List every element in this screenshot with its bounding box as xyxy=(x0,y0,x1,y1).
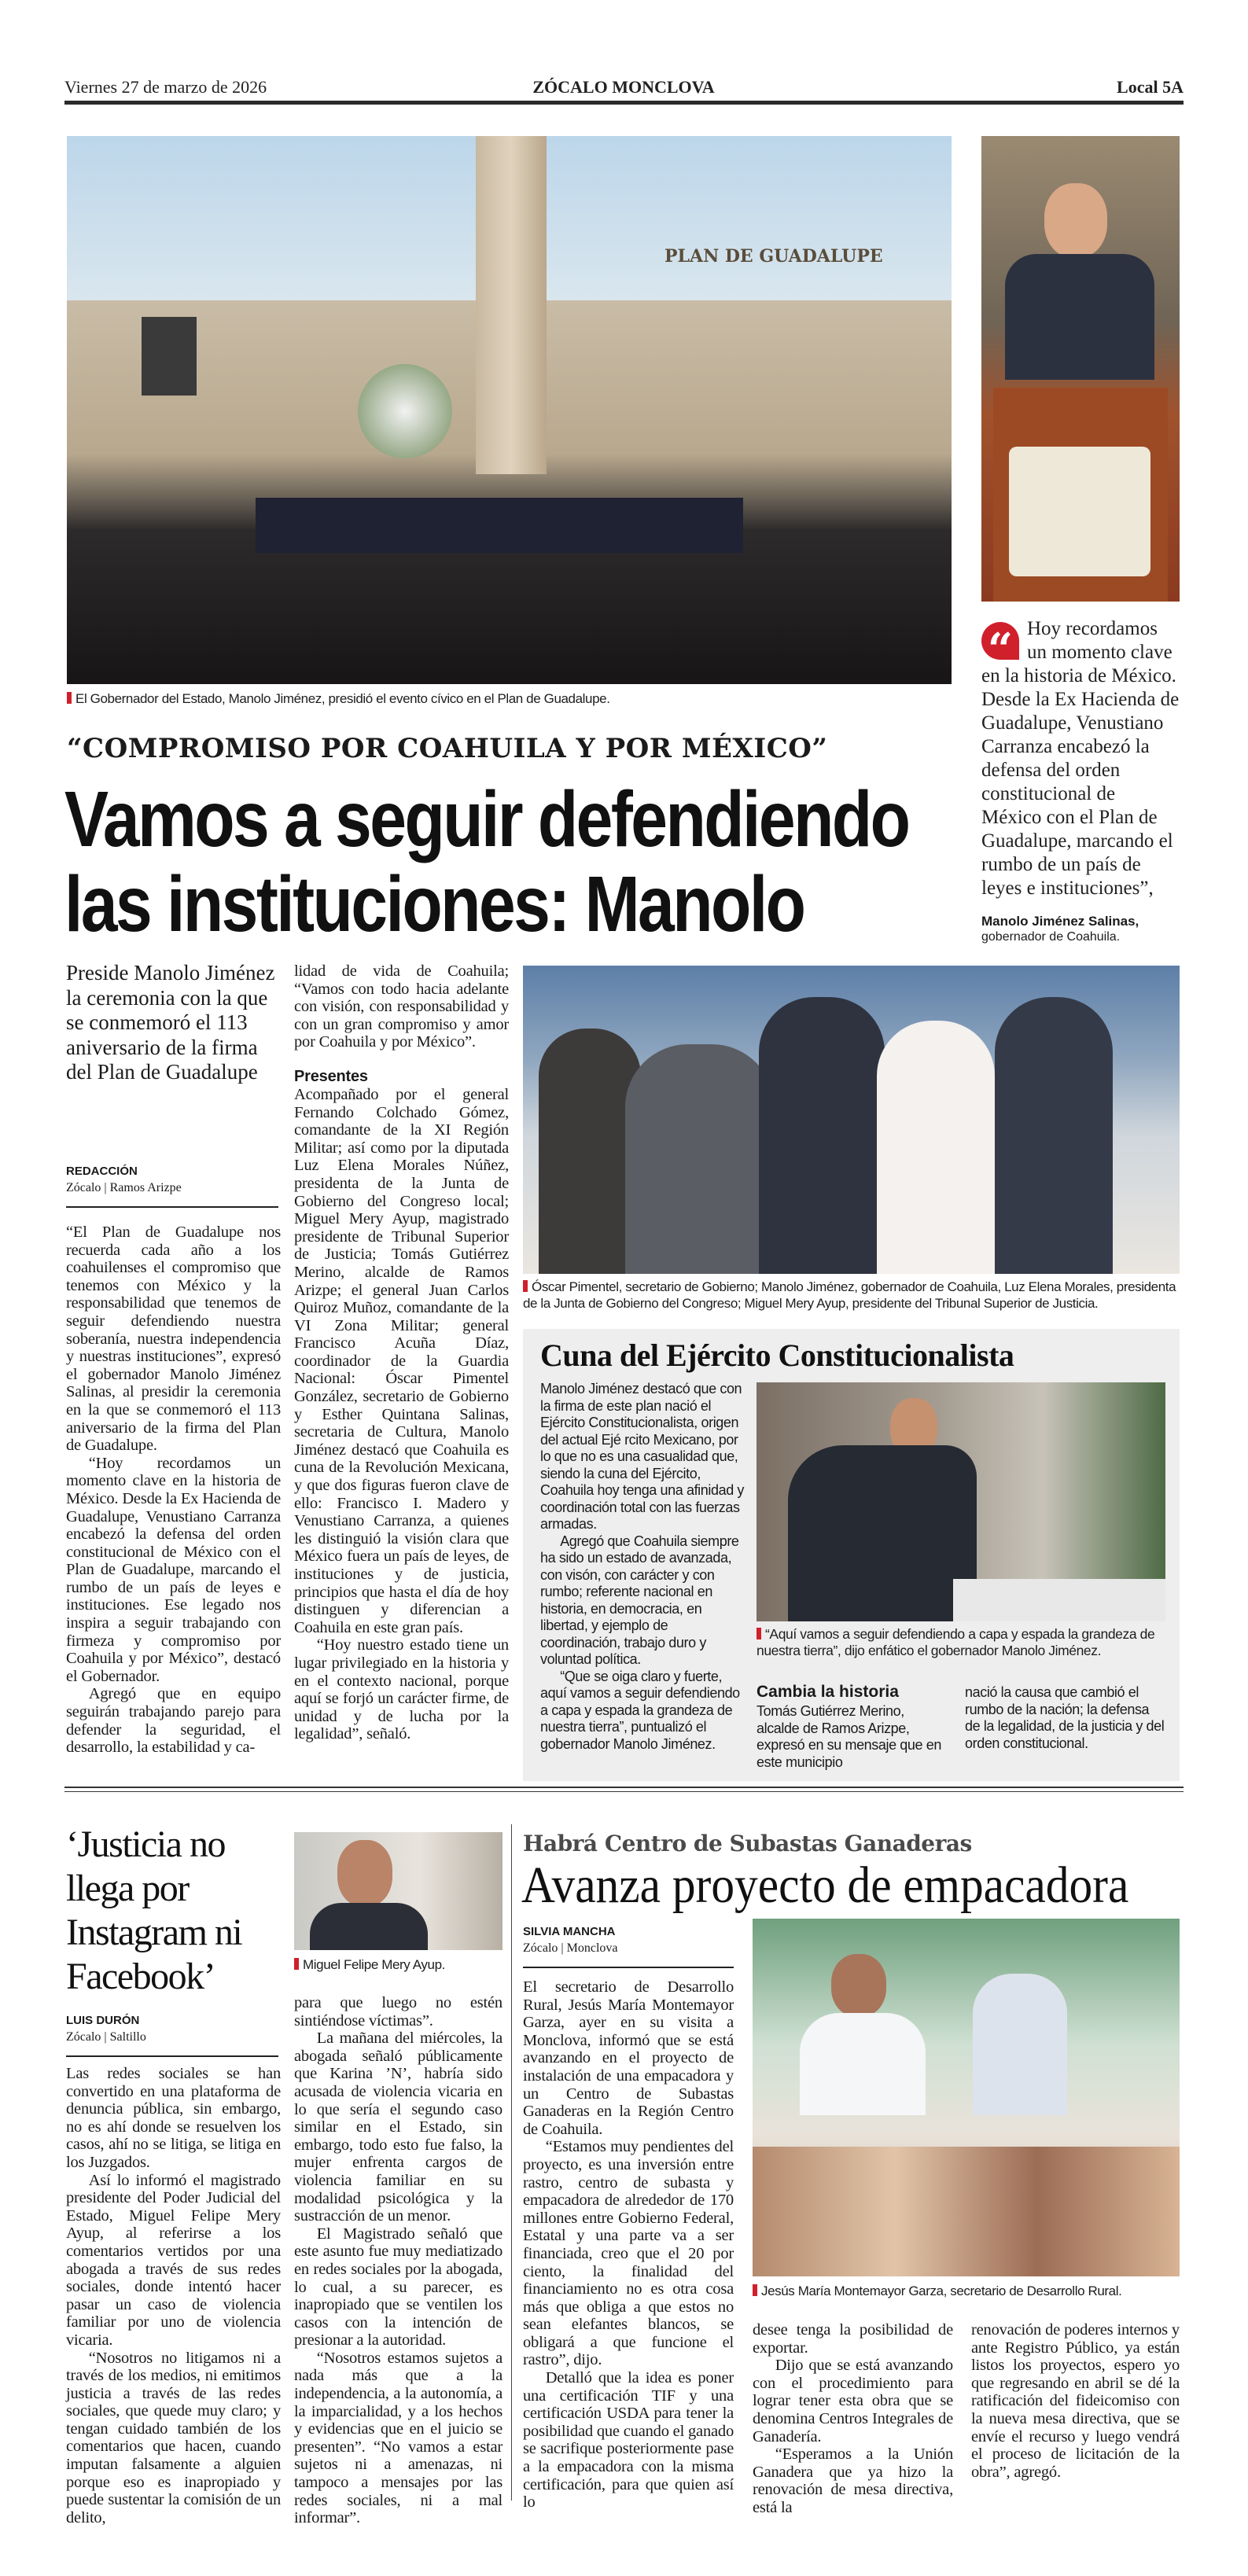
miguel-mery-photo xyxy=(294,1832,503,1950)
caption-marker xyxy=(523,1280,528,1292)
caption-marker xyxy=(294,1958,299,1970)
floral-wreath xyxy=(358,364,452,458)
flag xyxy=(256,498,743,553)
governor-signing-photo xyxy=(757,1382,1165,1621)
ceremony-photo xyxy=(67,136,952,684)
section-divider-thin xyxy=(64,1791,1184,1792)
lead-headline xyxy=(64,777,953,947)
paragraph: Así lo informó el magistrado presidente del Poder Judicial del Estado, Miguel Felipe Mery Ayup, al referirse a los comentarios vertidos por una abogada a través de sus redes sociales, donde intentó hacer pasar un caso de violencia familiar por uno de violencia vicaria. xyxy=(66,2171,281,2349)
byline-author: REDACCIÓN xyxy=(66,1165,138,1178)
monument-sign: PLAN DE GUADALUPE xyxy=(664,246,883,267)
pull-quote-name: Manolo Jiménez Salinas, xyxy=(981,914,1139,929)
quote-icon: “ xyxy=(981,622,1019,660)
empacadora-column-1 xyxy=(523,1978,734,2512)
newspaper-name: ZÓCALO MONCLOVA xyxy=(532,77,715,97)
pull-quote xyxy=(981,617,1180,945)
lead-kicker: “COMPROMISO POR COAHUILA Y POR MÉXICO” xyxy=(67,733,828,764)
paragraph: “Esperamos a la Unión Ganadera que ya hizo la renovación de mesa directiva, está la xyxy=(753,2445,953,2516)
headline-line-2: las instituciones: Manolo xyxy=(64,860,804,947)
coahuila-seal xyxy=(1009,447,1150,576)
paragraph: nació la causa que cambió el rumbo de la nación; la defensa de la legalidad, de la justicia y del orden constitucional. xyxy=(965,1684,1165,1751)
paragraph: Agregó que Coahuila siempre ha sido un estado de avanzada, con visón, con carácter y con rumbo; referente nacional en historia, en democracia, en libertad, y ejemplo de coordinación, trabajo duro y voluntad política. xyxy=(540,1533,739,1667)
justicia-photo-caption xyxy=(294,1956,503,1973)
caption-marker xyxy=(67,692,72,704)
justicia-column-1 xyxy=(66,2065,281,2526)
sidebar-title: Cuna del Ejército Constitucionalista xyxy=(540,1338,1014,1373)
lead-column-2 xyxy=(294,962,509,1743)
main-photo-caption xyxy=(67,690,952,707)
byline-author: LUIS DURÓN xyxy=(66,2014,140,2027)
lead-deck: Preside Manolo Jiménez la ceremonia con la que se conmemoró el 113 aniversario de la firma del Plan de Guadalupe xyxy=(66,961,275,1084)
paragraph: El secretario de Desarrollo Rural, Jesús María Montemayor Garza, ayer en su visita a Monclova, informó que se está avanzando en el proyecto de instalación de una empacadora y un Centro de Subastas Ganaderas en la Región Centro de Coahuila. xyxy=(523,1978,734,2138)
paragraph: “Nosotros no litigamos ni a través de los medios, ni emitimos justicia a través de las redes sociales, que quede muy claro; y tengan cuidado también de los comentarios que hacen, cuando imputan falsamente a alguien porque eso es inapropiado y puede sustentar la comisión de un delito, xyxy=(66,2349,281,2526)
byline-place: Zócalo | Saltillo xyxy=(66,2030,146,2044)
justicia-byline xyxy=(66,2013,278,2057)
empacadora-headline xyxy=(521,1857,1196,1915)
sidebar-sub-column-2 xyxy=(965,1684,1165,1752)
person-luz-elena-morales xyxy=(877,1021,995,1274)
caption-text: Jesús María Montemayor Garza, secretario de Desarrollo Rural. xyxy=(761,2283,1122,2298)
person-head xyxy=(337,1840,392,1907)
paragraph: El Magistrado señaló que este asunto fue muy mediatizado en redes sociales por la abogada, lo cual, a su parecer, es inapropiado que se ventilen los casos con la intención de presionar a la autoridad. xyxy=(294,2225,503,2350)
paragraph: La mañana del miércoles, la abogada señaló públicamente que Karina ’N’, habría sido acusada de violencia vicaria en lo que sería el segundo caso similar en el Estado, sin embargo, todo esto fue falso, la mujer enfrenta cargos de violencia familiar en su modalidad psicológica y la sustracción de un menor. xyxy=(294,2030,503,2225)
governor-speech-photo xyxy=(981,136,1180,602)
officials-group-photo xyxy=(523,966,1180,1274)
paragraph: para que luego no estén sintiéndose víctimas”. xyxy=(294,1994,503,2030)
empacadora-column-2 xyxy=(753,2321,953,2517)
paragraph: Acompañado por el general Fernando Colchado Gómez, comandante de la XI Región Militar; así como por la diputada Luz Elena Morales Núñez, presidenta de la Junta de Gobierno del Congreso local; Miguel Mery Ayup, magistrado presidente de Tribunal Superior de Justicia; Tomás Gutiérrez Merino, alcalde de Ramos Arizpe; el general Juan Carlos Quiroz Muñoz, comandante de la VI Zona Militar; general Francisco Acuña Díaz, coordinador de la Guardia Nacional: Óscar Pimentel González, secretario de Gobierno y Esther Quintana Salinas, secretaria de Cultura, Manolo Jiménez destacó que Coahuila es cuna de la Revolución Mexicana, y que dos figuras fueron clave de ello: Francisco I. Madero y Venustiano Carranza, a quienes les distinguió la visión clara que México fuera un país de leyes, de instituciones y de justicia, principios que hasta el día de hoy distinguen y diferencian a Coahuila en este gran país. xyxy=(294,1085,509,1636)
header-rule xyxy=(64,101,1184,105)
byline-place: Zócalo | Ramos Arizpe xyxy=(66,1181,182,1194)
speaker-head xyxy=(831,1954,886,2017)
byline-place: Zócalo | Monclova xyxy=(523,1941,618,1955)
lead-byline xyxy=(66,1164,278,1208)
pull-quote-text: Hoy recordamos un momento clave en la historia de México. Desde la Ex Hacienda de Guadalupe, Venustiano Carranza encabezó la defensa del orden constitucional de México con el Plan de Guadalupe, marcando el rumbo de un país de leyes e instituciones”, xyxy=(981,618,1180,899)
byline-rule xyxy=(66,2055,278,2057)
paragraph: renovación de poderes internos y ante Registro Público, ya están listos los proyectos, espero yo que regresando en abril se dé la ratificación del fideicomiso con la nueva mesa directiva, que se envíe el recurso y luego vendrá el proceso de licitación de la obra”, agregó. xyxy=(971,2321,1180,2481)
section-page: Local 5A xyxy=(1117,77,1184,97)
speaker-face xyxy=(1044,183,1107,258)
person-miguel-mery xyxy=(995,997,1113,1274)
paragraph: Detalló que la idea es poner una certificación TIF y una certificación USDA para tener la posibilidad que cuando el ganado se sacrifique posteriormente pase a la empacadora con la misma certificación, para que quien así lo xyxy=(523,2369,734,2512)
sidebar-photo-caption xyxy=(757,1626,1165,1659)
issue-date: Viernes 27 de marzo de 2026 xyxy=(64,77,267,97)
justicia-column-2 xyxy=(294,1994,503,2527)
paragraph: Las redes sociales se han convertido en una plataforma de denuncia pública, sin embargo, no es ahí donde se resuelven los casos, ahí no se litiga, se litiga en los Juzgados. xyxy=(66,2065,281,2171)
paragraph: “Estamos muy pendientes del proyecto, es una inversión entre rastro, centro de subasta y empacadora de alrededor de 170 millones entre Gobierno Federal, Estatal y una parte va a ser financiada, creo que el 20 por ciento, la finalidad del financiamiento no es otra cosa más que obliga a que estos no sean elefantes blancos, se obligará a que funcione el rastro”, dijo. xyxy=(523,2138,734,2369)
person-suit xyxy=(310,1903,428,1950)
sidebar-sub-column-1 xyxy=(757,1703,949,1771)
speaker-suit xyxy=(1005,254,1154,380)
paragraph: “Que se oiga claro y fuerte, aquí vamos a seguir defendiendo a capa y espada la grandeza de nuestra tierra”, puntualizó el gobernador Manolo Jiménez. xyxy=(540,1668,740,1752)
lead-column-1 xyxy=(66,1224,281,1757)
pull-quote-role: gobernador de Coahuila. xyxy=(981,930,1121,944)
empacadora-byline xyxy=(523,1924,734,1968)
empacadora-kicker: Habrá Centro de Subastas Ganaderas xyxy=(523,1831,972,1857)
paragraph: “Hoy recordamos un momento clave en la historia de México. Desde la Ex Hacienda de Guadalupe, Venustiano Carranza encabezó la defensa del orden constitucional de México con el Plan de Guadalupe, marcando el rumbo de un país de leyes e instituciones. Ese legado nos inspira a seguir trabajando con firmeza y compromiso por Coahuila y por México”, destacó el Gobernador. xyxy=(66,1454,281,1685)
monument-column xyxy=(476,136,547,474)
paragraph: Dijo que se está avanzando con el procedimiento para lograr tener esta obra que se denomina Centros Integrales de Ganadería. xyxy=(753,2357,953,2445)
section-divider xyxy=(64,1787,1184,1788)
caption-marker xyxy=(757,1628,761,1639)
paragraph: Manolo Jiménez destacó que con la firma de este plan nació el Ejército Constitucionalista, origen del actual Ejé rcito Mexicano, por lo que no es una casualidad que, siendo la cuna del Ejército, Coahuila hoy tenga una afinidad y coordinación total con las fuerzas armadas. xyxy=(540,1381,745,1532)
person-oscar-pimentel xyxy=(625,1044,775,1274)
paragraph: lidad de vida de Coahuila; “Vamos con todo hacia adelante con visión, con responsabilidad y con un gran compromiso y amor por Coahuila y por México”. xyxy=(294,962,509,1051)
paragraph: “Hoy nuestro estado tiene un lugar privilegiado en la historia y en el contexto nacional, porque aquí se forjó un carácter firme, de unidad y de lucha por la legalidad”, señaló. xyxy=(294,1636,509,1743)
paragraph: desee tenga la posibilidad de exportar. xyxy=(753,2321,953,2357)
headline-line-1: Vamos a seguir defendiendo xyxy=(64,777,909,863)
headline-text: Avanza proyecto de empacadora xyxy=(521,1857,1129,1914)
speaker-shirt xyxy=(800,2013,926,2115)
byline-author: SILVIA MANCHA xyxy=(523,1925,616,1938)
person-manolo-jimenez xyxy=(759,997,885,1274)
caption-text: El Gobernador del Estado, Manolo Jiménez, presidió el evento cívico en el Plan de Guadalupe. xyxy=(75,691,610,706)
group-photo-caption xyxy=(523,1279,1180,1312)
column-rule xyxy=(511,1824,512,2501)
caption-text: Óscar Pimentel, secretario de Gobierno; Manolo Jiménez, gobernador de Coahuila, Luz Elena Morales, presidenta de la Junta de Gobierno del Congreso; Miguel Mery Ayup, presidente del Tribunal Superior de Justicia. xyxy=(523,1279,1176,1311)
paragraph: “Nosotros estamos sujetos a nada más que a la independencia, a la autonomía, a la imparcialidad, y a los hechos y evidencias que en el juicio se presenten”. “No vamos a estar sujetos ni a amenazas, ni tampoco a mensajes por las redes sociales, ni a mal informar”. xyxy=(294,2349,503,2527)
audience xyxy=(753,2147,1180,2276)
montemayor-photo xyxy=(753,1919,1180,2276)
paragraph: Agregó que en equipo seguirán trabajando parejo para defender la seguridad, el desarrollo, la estabilidad y ca- xyxy=(66,1685,281,1757)
paragraph: Tomás Gutiérrez Merino, alcalde de Ramos Arizpe, expresó en su mensaje que en este municipio xyxy=(757,1703,941,1770)
sidebar-box xyxy=(523,1329,1180,1781)
byline-rule xyxy=(523,1967,734,1968)
sidebar-column-1 xyxy=(540,1381,746,1753)
paragraph: “El Plan de Guadalupe nos recuerda cada año a los coahuilenses el compromiso que tenemos con México y la responsabilidad que tenemos de seguir defendiendo nuestra soberanía, nuestra independencia y nuestras instituciones”, expresó el gobernador Manolo Jiménez Salinas, al presidir la ceremonia en la que se conmemoró el 113 aniversario de la firma del Plan de Guadalupe. xyxy=(66,1224,281,1455)
subhead-presentes: Presentes xyxy=(294,1067,368,1085)
caption-text: Miguel Felipe Mery Ayup. xyxy=(303,1957,445,1972)
caption-marker xyxy=(753,2284,757,2296)
empacadora-column-3 xyxy=(971,2321,1180,2481)
justicia-headline: ‘Justicia no llega por Instagram ni Facebook’ xyxy=(66,1823,242,1997)
caption-text: “Aquí vamos a seguir defendiendo a capa y espada la grandeza de nuestra tierra”, dijo enfático el gobernador Manolo Jiménez. xyxy=(757,1626,1155,1658)
governor-suit xyxy=(788,1445,977,1621)
byline-rule xyxy=(66,1206,278,1208)
sidebar-subhead: Cambia la historia xyxy=(757,1683,899,1701)
document-table xyxy=(953,1579,1165,1621)
empacadora-photo-caption xyxy=(753,2283,1180,2299)
plaque xyxy=(142,317,197,396)
attendee xyxy=(973,1974,1067,2115)
